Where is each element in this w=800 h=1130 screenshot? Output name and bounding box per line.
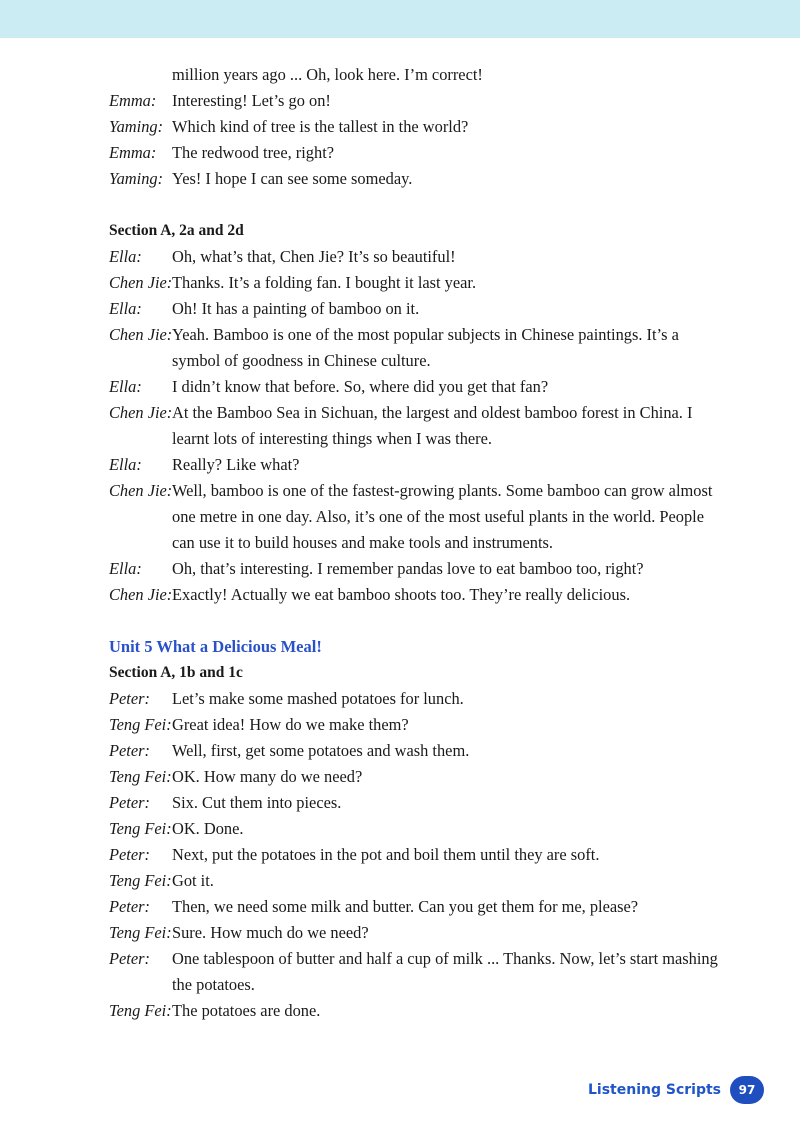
speaker-name: Yaming: — [109, 169, 164, 188]
dialogue-line — [109, 400, 749, 426]
dialogue-text: Great idea! How do we make them? — [172, 715, 409, 734]
dialogue-line — [109, 582, 749, 608]
section-heading: Section A, 1b and 1c — [109, 664, 243, 681]
dialogue-line — [109, 816, 749, 842]
dialogue-text: OK. Done. — [172, 819, 244, 838]
dialogue-text: Well, first, get some potatoes and wash them. — [172, 741, 470, 760]
script-content — [109, 62, 749, 1024]
dialogue-line — [109, 426, 749, 452]
speaker-name: Ella: — [109, 247, 142, 266]
dialogue-text: Yeah. Bamboo is one of the most popular subjects in Chinese paintings. It’s a — [172, 325, 679, 344]
dialogue-line — [109, 842, 749, 868]
dialogue-text: the potatoes. — [172, 975, 255, 994]
dialogue-text: Next, put the potatoes in the pot and boil them until they are soft. — [172, 845, 600, 864]
page-footer — [588, 1076, 764, 1104]
dialogue-line — [109, 946, 749, 972]
dialogue-line — [109, 504, 749, 530]
dialogue-text: one metre in one day. Also, it’s one of the most useful plants in the world. People — [172, 507, 704, 526]
dialogue-block — [109, 244, 749, 608]
speaker-name: Chen Jie: — [109, 403, 173, 422]
dialogue-text: symbol of goodness in Chinese culture. — [172, 351, 431, 370]
dialogue-line — [109, 894, 749, 920]
speaker-name: Peter: — [109, 793, 150, 812]
dialogue-line — [109, 374, 749, 400]
dialogue-line — [109, 88, 749, 114]
dialogue-text: Six. Cut them into pieces. — [172, 793, 342, 812]
unit-title: Unit 5 What a Delicious Meal! — [109, 637, 322, 656]
speaker-name: Yaming: — [109, 117, 164, 136]
dialogue-line — [109, 868, 749, 894]
dialogue-line — [109, 322, 749, 348]
dialogue-text: Really? Like what? — [172, 455, 300, 474]
dialogue-line — [109, 478, 749, 504]
speaker-name: Teng Fei: — [109, 1001, 172, 1020]
speaker-name: Ella: — [109, 559, 142, 578]
dialogue-text: can use it to build houses and make tools and instruments. — [172, 533, 554, 552]
dialogue-line — [109, 790, 749, 816]
dialogue-text: Oh, what’s that, Chen Jie? It’s so beautiful! — [172, 247, 456, 266]
dialogue-text: Sure. How much do we need? — [172, 923, 369, 942]
speaker-name: Ella: — [109, 455, 142, 474]
speaker-name: Emma: — [109, 91, 157, 110]
dialogue-text: Exactly! Actually we eat bamboo shoots too. They’re really delicious. — [172, 585, 631, 604]
dialogue-text: Thanks. It’s a folding fan. I bought it last year. — [172, 273, 477, 292]
speaker-name: Chen Jie: — [109, 273, 173, 292]
speaker-name: Peter: — [109, 949, 150, 968]
speaker-name: Chen Jie: — [109, 585, 173, 604]
dialogue-line — [109, 166, 749, 192]
speaker-name: Teng Fei: — [109, 923, 172, 942]
dialogue-line — [109, 998, 749, 1024]
dialogue-line — [109, 712, 749, 738]
dialogue-line — [109, 556, 749, 582]
dialogue-text: At the Bamboo Sea in Sichuan, the largest and oldest bamboo forest in China. I — [172, 403, 693, 422]
speaker-name: Teng Fei: — [109, 871, 172, 890]
dialogue-text: Yes! I hope I can see some someday. — [172, 169, 413, 188]
dialogue-text: learnt lots of interesting things when I was there. — [172, 429, 492, 448]
speaker-name: Teng Fei: — [109, 767, 172, 786]
dialogue-text: Got it. — [172, 871, 214, 890]
footer-label: Listening Scripts — [588, 1082, 721, 1098]
dialogue-line — [109, 972, 749, 998]
dialogue-text: One tablespoon of butter and half a cup of milk ... Thanks. Now, let’s start mashing — [172, 949, 718, 968]
dialogue-text: million years ago ... Oh, look here. I’m correct! — [172, 65, 483, 84]
dialogue-line — [109, 686, 749, 712]
speaker-name: Teng Fei: — [109, 819, 172, 838]
speaker-name: Peter: — [109, 689, 150, 708]
dialogue-text: Interesting! Let’s go on! — [172, 91, 331, 110]
dialogue-text: The potatoes are done. — [172, 1001, 321, 1020]
speaker-name: Ella: — [109, 377, 142, 396]
dialogue-text: Which kind of tree is the tallest in the world? — [172, 117, 469, 136]
dialogue-line — [109, 348, 749, 374]
dialogue-line — [109, 244, 749, 270]
dialogue-text: Well, bamboo is one of the fastest-growing plants. Some bamboo can grow almost — [172, 481, 713, 500]
dialogue-text: Oh, that’s interesting. I remember pandas love to eat bamboo too, right? — [172, 559, 644, 578]
dialogue-line — [109, 296, 749, 322]
speaker-name: Peter: — [109, 741, 150, 760]
speaker-name: Chen Jie: — [109, 481, 173, 500]
top-color-band — [0, 0, 800, 38]
dialogue-line — [109, 764, 749, 790]
speaker-name: Teng Fei: — [109, 715, 172, 734]
dialogue-text: Then, we need some milk and butter. Can you get them for me, please? — [172, 897, 639, 916]
speaker-name: Peter: — [109, 897, 150, 916]
dialogue-block — [109, 686, 749, 1024]
speaker-name: Chen Jie: — [109, 325, 173, 344]
dialogue-line — [109, 920, 749, 946]
dialogue-line — [109, 62, 749, 88]
page-number-badge: 97 — [730, 1076, 764, 1104]
dialogue-text: I didn’t know that before. So, where did you get that fan? — [172, 377, 549, 396]
dialogue-line — [109, 270, 749, 296]
dialogue-text: The redwood tree, right? — [172, 143, 335, 162]
dialogue-block — [109, 62, 749, 192]
speaker-name: Peter: — [109, 845, 150, 864]
dialogue-text: Oh! It has a painting of bamboo on it. — [172, 299, 420, 318]
dialogue-line — [109, 452, 749, 478]
speaker-name: Ella: — [109, 299, 142, 318]
dialogue-line — [109, 114, 749, 140]
dialogue-line — [109, 738, 749, 764]
dialogue-text: OK. How many do we need? — [172, 767, 363, 786]
dialogue-line — [109, 140, 749, 166]
dialogue-line — [109, 530, 749, 556]
section-heading: Section A, 2a and 2d — [109, 222, 244, 239]
speaker-name: Emma: — [109, 143, 157, 162]
dialogue-text: Let’s make some mashed potatoes for lunch. — [172, 689, 464, 708]
